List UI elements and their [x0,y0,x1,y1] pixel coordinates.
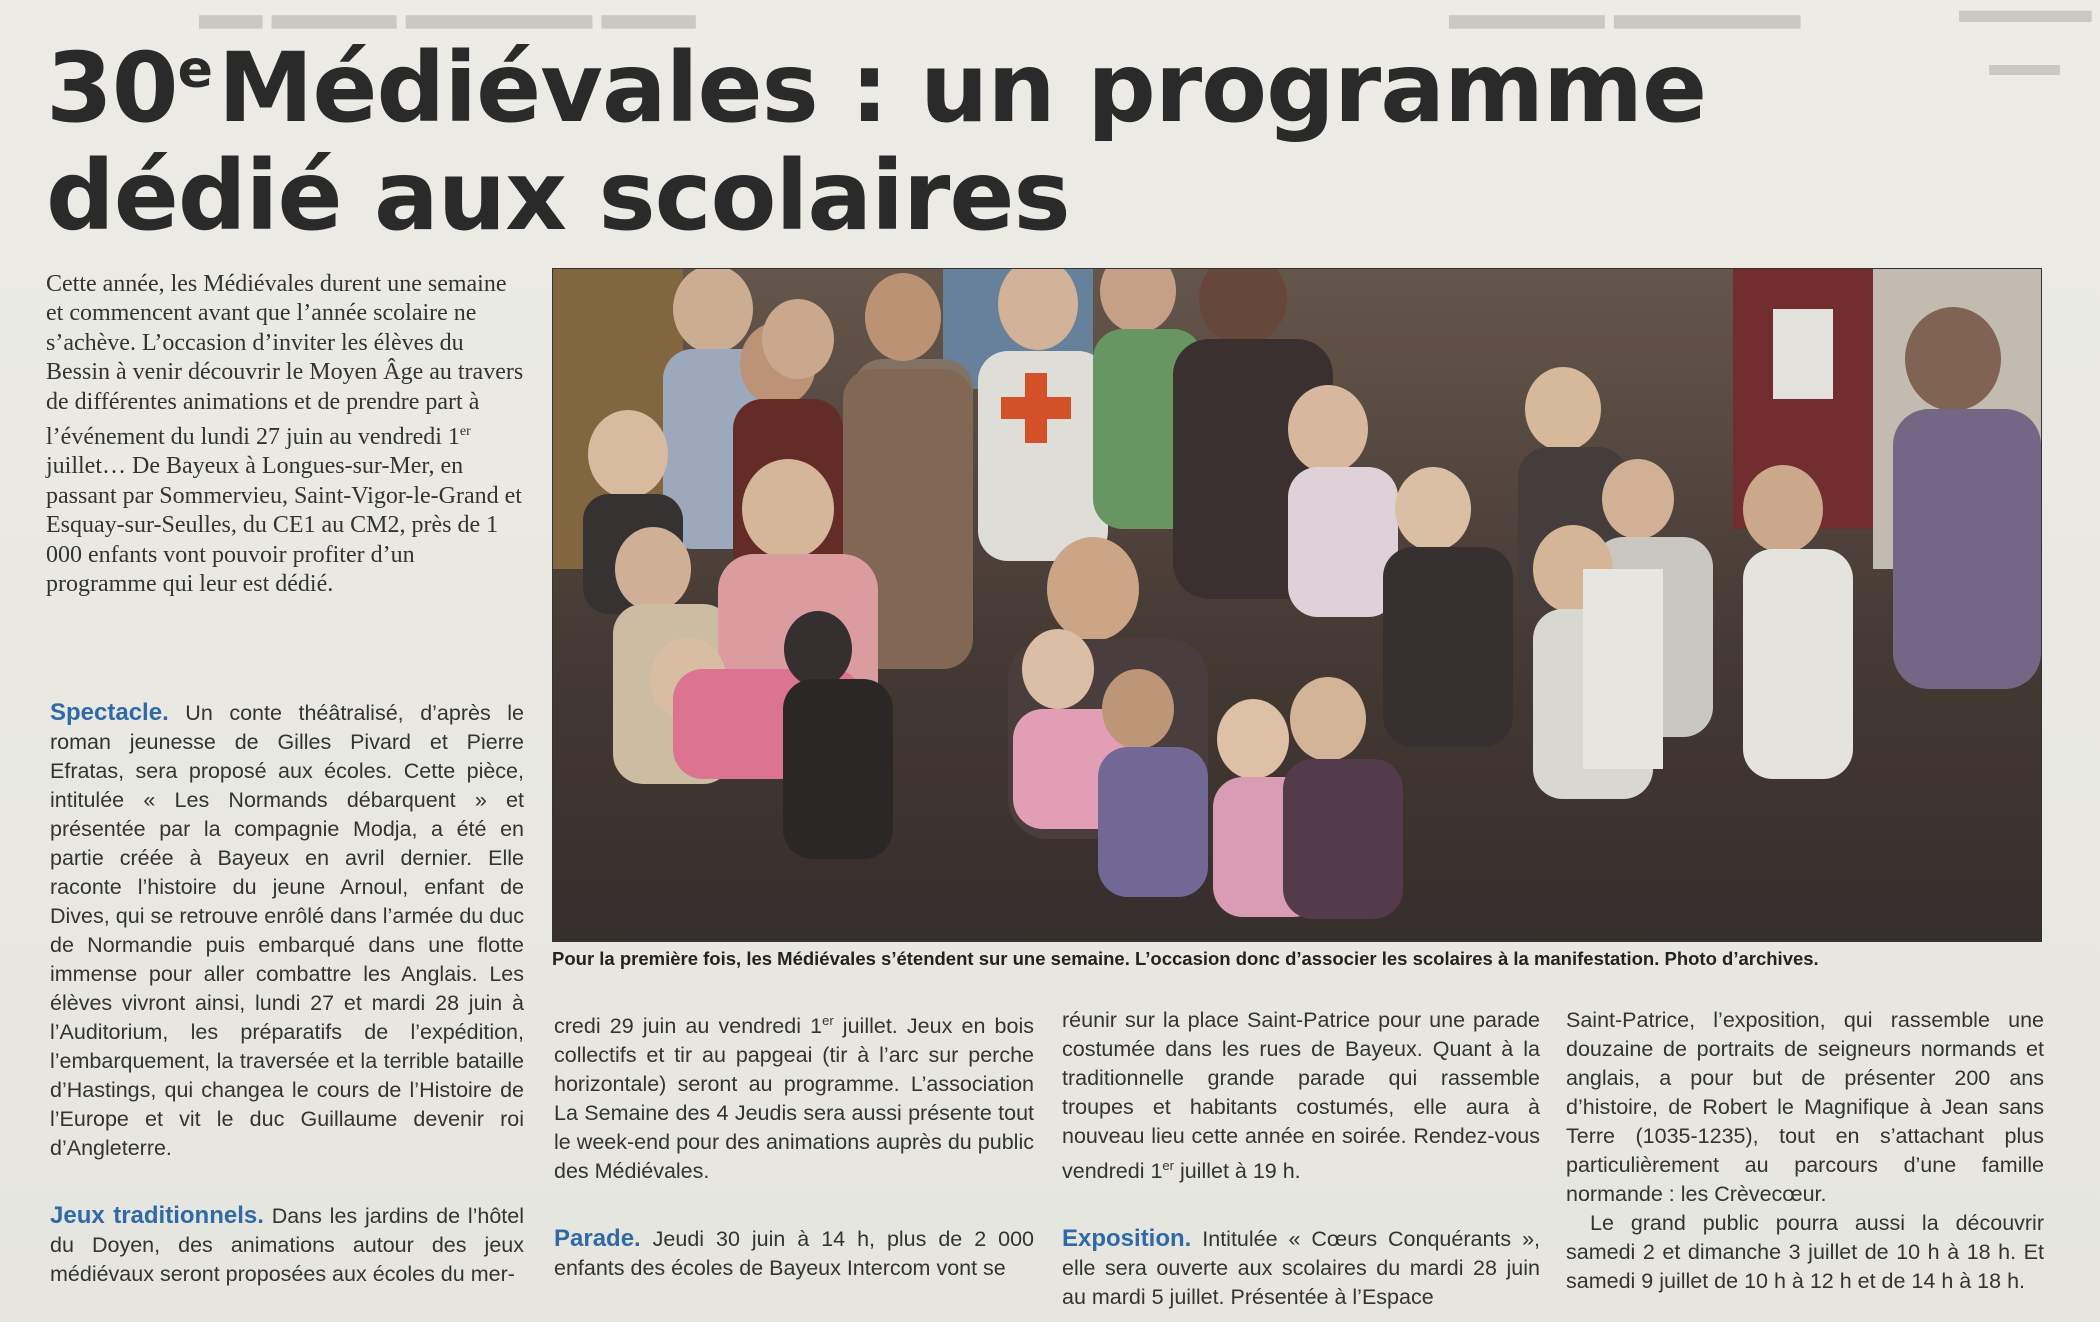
article-column-3 [1062,1006,1540,1312]
headline-line1: Médiévales : un programme [217,32,1707,144]
article-column-4 [1566,1006,2044,1296]
photo-children-in-costume [553,269,2041,941]
headline-line2: dédié aux scolaires [46,140,1070,252]
section-parade: Parade. Jeudi 30 juin à 14 h, plus de 2 000 enfants des écoles de Bayeux Intercom vont se [554,1225,1034,1281]
photo-caption: Pour la première fois, les Médiévales s’étendent sur une semaine. L’occasion donc d’associer les scolaires à la manifestation. Photo d’archives. [552,948,1819,969]
subheading-spectacle: Spectacle. [50,699,169,726]
article-lead: Cette année, les Médiévales durent une semaine et commencent avant que l’année scolaire ne s’achève. L’occasion d’inviter les élèves du Bessin à venir découvrir le Moyen Âge au travers de différentes animations et de prendre part à l’événement du lundi 27 juin au vendredi 1er juillet… De Bayeux à Longues-sur-Mer, en passant par Sommervieu, Saint-Vigor-le-Grand et Esquay-sur-Seulles, du CE1 au CM2, près de 1 000 enfants vont pouvoir profiter d’un programme qui leur est dédié. [46,271,524,598]
bleed-through-text: ▂▂ ▂▂▂▂ ▂▂▂▂▂▂ ▂▂▂ [200,0,695,27]
bleed-through-text: ▂▂▂▂▂ [1960,0,2091,21]
article-photo [552,268,2042,942]
subheading-jeux-traditionnels: Jeux traditionnels. [50,1202,264,1229]
section-exposition-closing: Le grand public pourra aussi la découvrir samedi 2 et dimanche 3 juillet de 10 h à 18 h. Et samedi 9 juillet de 10 h à 12 h et de 14 h à 18 h. [1566,1211,2044,1293]
subheading-exposition: Exposition. [1062,1225,1192,1253]
section-exposition: Exposition. Intitulée « Cœurs Conquérants », elle sera ouverte aux scolaires du mardi 28 juin au mardi 5 juillet. Présentée à l’Espace [1062,1225,1540,1310]
article-headline [46,16,1966,250]
bleed-through-text: ▂▂▂ [1990,41,2060,74]
article-column-2 [554,1006,1034,1283]
article-column-1 [50,698,524,1289]
section-exposition-continued: Saint-Patrice, l’exposition, qui rassemble une douzaine de portraits de seigneurs normands et anglais, a pour but de présenter 200 ans d’histoire, de Robert le Magnifique à Jean sans Terre (1035-1235), tout en s’attachant plus particulièrement au parcours d’une famille normande : les Crèvecœur. [1566,1008,2044,1206]
section-parade-continued: réunir sur la place Saint-Patrice pour une parade costumée dans les rues de Bayeux. Quant à la traditionnelle grande parade qui rassemble troupes et habitants costumés, elle aura à nouveau lieu cette année en soirée. Rendez-vous vendredi 1er juillet à 19 h. [1062,1008,1540,1184]
headline-number: 30 [46,32,178,144]
section-jeux-continued: credi 29 juin au vendredi 1er juillet. Jeux en bois collectifs et tir au papgeai (tir à l’arc sur perche horizontale) seront au programme. L’association La Semaine des 4 Jeudis sera aussi présente tout le week-end pour des animations auprès du public des Médiévales. [554,1013,1034,1184]
section-jeux-traditionnels: Jeux traditionnels. Dans les jardins de l’hôtel du Doyen, des animations autour des jeux médiévaux seront proposées aux écoles du mer- [50,1202,524,1286]
bleed-through-text: ▂▂▂▂▂ ▂▂▂▂▂▂ [1450,0,1800,27]
subheading-parade: Parade. [554,1225,641,1253]
section-spectacle: Spectacle. Un conte théâtralisé, d’après le roman jeunesse de Gilles Pivard et Pierre Efratas, sera proposé aux écoles. Cette pièce, intitulée « Les Normands débarquent » et présentée par la compagnie Modja, a été en partie créée à Bayeux en avril dernier. Elle raconte l’histoire du jeune Arnoul, enfant de Dives, qui se retrouve enrôlé dans l’armée du duc de Normandie puis embarqué dans une flotte immense pour aller combattre les Anglais. Les élèves vivront ainsi, lundi 27 et mardi 28 juin à l’Auditorium, les préparatifs de l’expédition, l’embarquement, la traversée et la terrible bataille d’Hastings, qui changea le cours de l’Histoire de l’Europe et vit le duc Guillaume devenir roi d’Angleterre. [50,699,524,1160]
headline-superscript: e [177,40,212,100]
